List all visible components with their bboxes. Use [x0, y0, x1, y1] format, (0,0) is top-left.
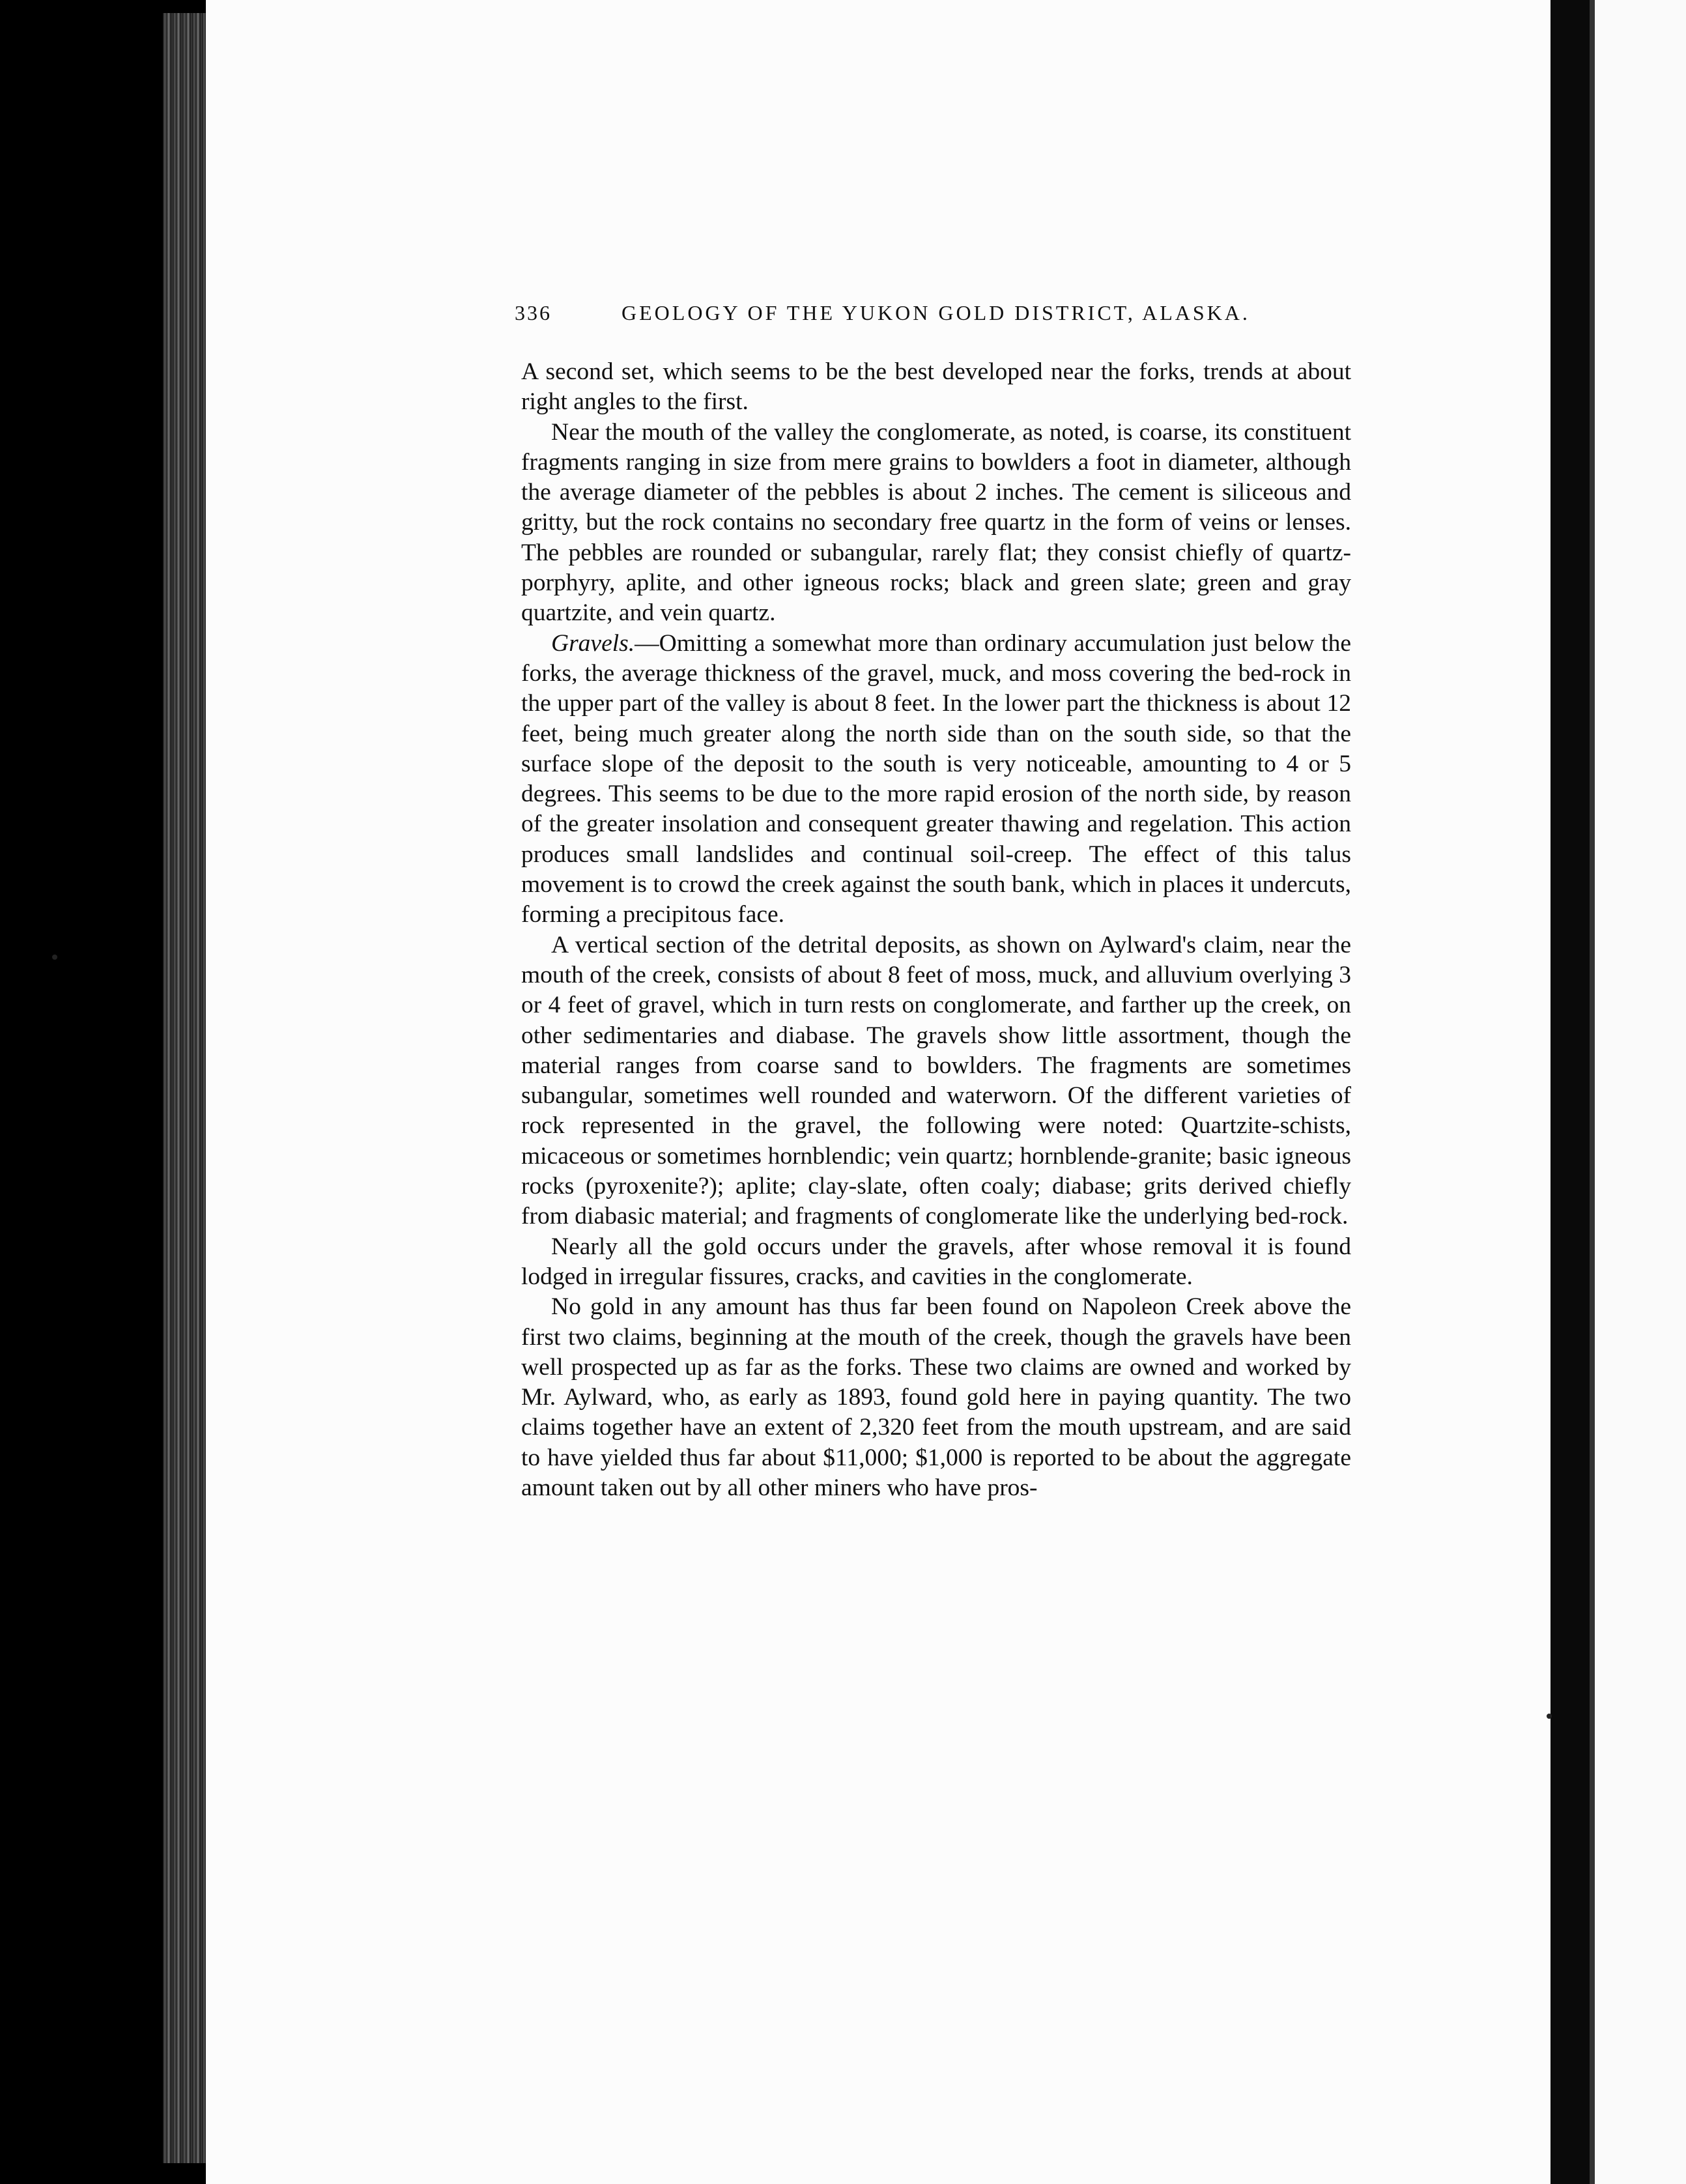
scan-speck: [52, 955, 57, 960]
section-lead-italic: Gravels.: [551, 629, 635, 657]
paragraph: No gold in any amount has thus far been found on Napoleon Creek above the first two claims, beginning at the mouth of the creek, though the gravels have been well prospected up as far as the forks. These two claims are owned and worked by Mr. Aylward, who, as early as 1893, found gold here in paying quantity. The two claims together have an extent of 2,320 feet from the mouth upstream, and are said to have yielded thus far about $11,000; $1,000 is reported to be about the aggregate amount taken out by all other miners who have pros-: [521, 1293, 1351, 1501]
paragraph: Nearly all the gold occurs under the gravels, after whose removal it is found lodged in irregular fissures, cracks, and cavities in the conglomerate.: [521, 1233, 1351, 1290]
page-gutter: [1550, 0, 1590, 2184]
paragraph: Near the mouth of the valley the conglomerate, as noted, is coarse, its constituent fragments ranging in size from mere grains to bowlders a foot in diameter, although the average diameter of the pebbles is about 2 inches. The cement is siliceous and gritty, but the rock contains no secondary free quartz in the form of veins or lenses. The pebbles are rounded or subangular, rarely flat; they consist chiefly of quartz-porphyry, aplite, and other igneous rocks; black and green slate; green and gray quartzite, and vein quartz.: [521, 418, 1351, 627]
paragraph: Gravels.—Omitting a somewhat more than ordinary accumulation just below the forks, the average thickness of the gravel, muck, and moss covering the bed-rock in the upper part of the valley is about 8 feet. In the lower part the thickness is about 12 feet, being much greater along the north side than on the south side, so that the surface slope of the deposit to the south is very noticeable, amounting to 4 or 5 degrees. This seems to be due to the more rapid erosion of the north side, by reason of the greater insolation and consequent greater thawing and regelation. This action produces small landslides and continual soil-creep. The effect of this talus movement is to crowd the creek against the south bank, which in places it undercuts, forming a precipitous face.: [521, 629, 1351, 928]
facing-page-edge-line: [1590, 0, 1595, 2184]
paragraph: A second set, which seems to be the best developed near the forks, trends at about right angles to the first.: [521, 358, 1351, 416]
running-title: GEOLOGY OF THE YUKON GOLD DISTRICT, ALASKA.: [622, 301, 1250, 324]
page-number: 336: [515, 301, 552, 324]
scan-speck: [1547, 1714, 1552, 1719]
paragraph: A vertical section of the detrital deposits, as shown on Aylward's claim, near the mouth of the creek, consists of about 8 feet of moss, muck, and alluvium overlying 3 or 4 feet of gravel, which in turn rests on conglomerate, and farther up the creek, on other sedimentaries and diabase. The gravels show little assortment, though the material ranges from coarse sand to bowlders. The fragments are sometimes subangular, sometimes well rounded and waterworn. Of the different varieties of rock represented in the gravel, the following were noted: Quartzite-schists, micaceous or sometimes hornblendic; vein quartz; hornblende-granite; basic igneous rocks (pyroxenite?); aplite; clay-slate, often coaly; diabase; grits derived chiefly from diabasic material; and fragments of conglomerate like the underlying bed-rock.: [521, 931, 1351, 1230]
body-text: [521, 357, 1351, 1503]
running-header: [515, 301, 1264, 340]
facing-page-edge: [1595, 0, 1686, 2184]
